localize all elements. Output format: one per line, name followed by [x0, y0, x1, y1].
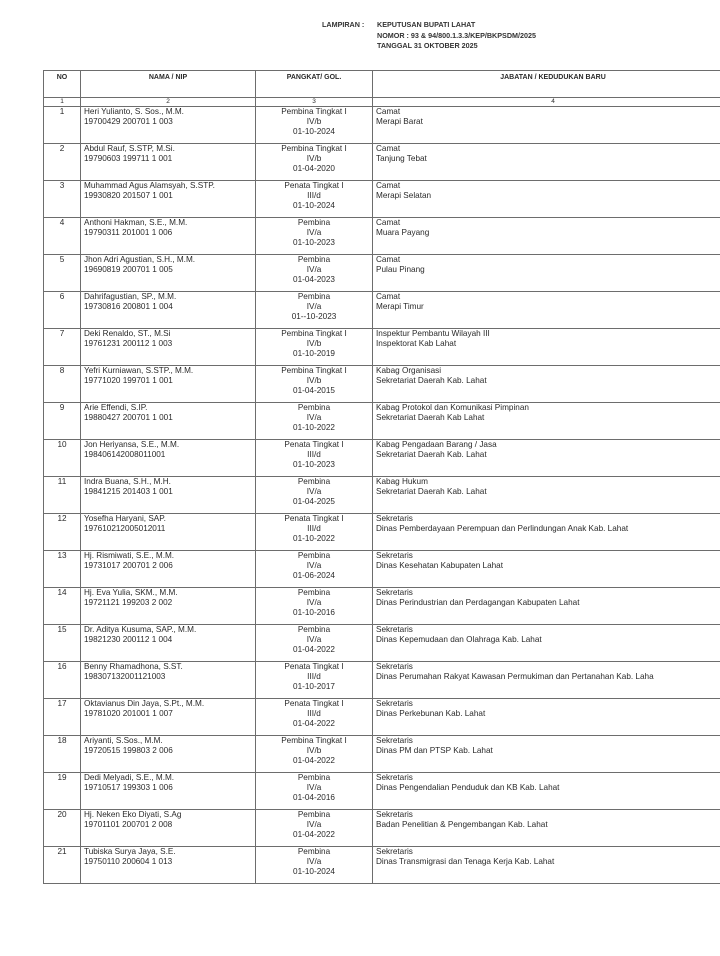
- rank-grade: IV/a: [306, 487, 322, 497]
- employee-nip: 19790311 201001 1 006: [84, 228, 173, 238]
- position-title: Kabag Organisasi: [376, 366, 442, 375]
- employee-cell: [81, 329, 256, 366]
- position-cell: [373, 255, 720, 292]
- rank-grade: IV/a: [306, 228, 322, 238]
- rank-grade: IV/b: [306, 117, 322, 127]
- employee-nip: 19771020 199701 1 001: [84, 376, 173, 386]
- employee-name: Dahrifagustian, SP., M.M.: [84, 292, 177, 301]
- rank-cell: [256, 292, 373, 329]
- rank-title: Pembina: [297, 292, 331, 301]
- rank-date: 01-06-2024: [293, 571, 335, 581]
- employee-name: Indra Buana, S.H., M.H.: [84, 477, 171, 486]
- employee-name: Heri Yulianto, S. Sos., M.M.: [84, 107, 184, 116]
- rank-date: 01-04-2022: [293, 756, 335, 766]
- rank-title: Pembina: [297, 625, 331, 634]
- column-index: 3: [256, 98, 373, 107]
- rank-cell: [256, 699, 373, 736]
- position-unit: Dinas PM dan PTSP Kab. Lahat: [376, 746, 493, 756]
- table-row: [44, 514, 720, 551]
- employee-cell: [81, 107, 256, 144]
- position-cell: [373, 181, 720, 218]
- row-number: 13: [44, 551, 81, 588]
- employee-cell: [81, 255, 256, 292]
- row-number: 18: [44, 736, 81, 773]
- row-number: 14: [44, 588, 81, 625]
- position-title: Kabag Protokol dan Komunikasi Pimpinan: [376, 403, 529, 412]
- employee-cell: [81, 181, 256, 218]
- rank-date: 01-10-2022: [293, 534, 335, 544]
- rank-date: 01-10-2022: [293, 423, 335, 433]
- rank-cell: [256, 477, 373, 514]
- employee-cell: [81, 514, 256, 551]
- table-row: [44, 847, 720, 884]
- rank-title: Pembina: [297, 847, 331, 856]
- employee-cell: [81, 662, 256, 699]
- position-cell: [373, 403, 720, 440]
- position-title: Sekretaris: [376, 625, 413, 634]
- document-header: [322, 20, 536, 52]
- table-row: [44, 736, 720, 773]
- position-unit: Dinas Pengendalian Penduduk dan KB Kab. Lahat: [376, 783, 560, 793]
- employee-name: Arie Effendi, S.IP.: [84, 403, 148, 412]
- header-decree-date: TANGGAL 31 OKTOBER 2025: [377, 41, 478, 50]
- rank-grade: IV/a: [306, 783, 322, 793]
- table-row: [44, 107, 720, 144]
- position-title: Camat: [376, 218, 401, 227]
- employee-name: Deki Renaldo, ST., M.Si: [84, 329, 171, 338]
- position-cell: [373, 810, 720, 847]
- rank-title: Pembina: [297, 588, 331, 597]
- employee-name: Yosefha Haryani, SAP.: [84, 514, 166, 523]
- position-cell: [373, 107, 720, 144]
- row-number: 20: [44, 810, 81, 847]
- rank-cell: [256, 514, 373, 551]
- header-label: LAMPIRAN :: [322, 20, 365, 29]
- rank-date: 01-04-2022: [293, 719, 335, 729]
- row-number: 16: [44, 662, 81, 699]
- rank-grade: III/d: [307, 450, 321, 460]
- rank-title: Pembina: [297, 810, 331, 819]
- table-row: [44, 144, 720, 181]
- employee-name: Tubiska Surya Jaya, S.E.: [84, 847, 176, 856]
- row-number: 19: [44, 773, 81, 810]
- table-row: [44, 329, 720, 366]
- employee-name: Abdul Rauf, S.STP, M.Si.: [84, 144, 175, 153]
- position-unit: Merapi Selatan: [376, 191, 432, 201]
- rank-title: Pembina Tingkat I: [281, 736, 347, 745]
- position-unit: Inspektorat Kab Lahat: [376, 339, 457, 349]
- employee-cell: [81, 440, 256, 477]
- rank-grade: IV/b: [306, 746, 322, 756]
- rank-title: Pembina: [297, 218, 331, 227]
- rank-grade: III/d: [307, 524, 321, 534]
- rank-cell: [256, 366, 373, 403]
- employee-nip: 19730816 200801 1 004: [84, 302, 173, 312]
- rank-cell: [256, 551, 373, 588]
- column-header-no: NO: [44, 71, 81, 98]
- position-unit: Tanjung Tebat: [376, 154, 427, 164]
- column-header-position: JABATAN / KEDUDUKAN BARU: [373, 71, 720, 98]
- position-title: Sekretaris: [376, 773, 413, 782]
- row-number: 10: [44, 440, 81, 477]
- position-unit: Dinas Kepemudaan dan Olahraga Kab. Lahat: [376, 635, 542, 645]
- rank-date: 01-04-2015: [293, 386, 335, 396]
- rank-title: Pembina: [297, 773, 331, 782]
- table-row: [44, 662, 720, 699]
- rank-cell: [256, 403, 373, 440]
- rank-date: 01-10-2024: [293, 867, 335, 877]
- rank-grade: III/d: [307, 672, 321, 682]
- position-title: Sekretaris: [376, 699, 413, 708]
- rank-cell: [256, 329, 373, 366]
- table-row: [44, 440, 720, 477]
- rank-date: 01-10-2024: [293, 127, 335, 137]
- row-number: 4: [44, 218, 81, 255]
- column-index: 1: [44, 98, 81, 107]
- row-number: 8: [44, 366, 81, 403]
- column-header-rank: PANGKAT/ GOL.: [256, 71, 373, 98]
- rank-grade: IV/a: [306, 820, 322, 830]
- rank-grade: III/d: [307, 191, 321, 201]
- position-title: Sekretaris: [376, 662, 413, 671]
- row-number: 9: [44, 403, 81, 440]
- rank-date: 01-04-2022: [293, 830, 335, 840]
- employee-nip: 19790603 199711 1 001: [84, 154, 173, 164]
- rank-title: Penata Tingkat I: [284, 181, 344, 190]
- row-number: 7: [44, 329, 81, 366]
- employee-name: Anthoni Hakman, S.E., M.M.: [84, 218, 188, 227]
- employee-nip: 19781020 201001 1 007: [84, 709, 173, 719]
- table-row: [44, 292, 720, 329]
- employee-cell: [81, 810, 256, 847]
- appointment-table: [43, 70, 720, 884]
- table-row: [44, 403, 720, 440]
- rank-date: 01-04-2020: [293, 164, 335, 174]
- position-cell: [373, 588, 720, 625]
- position-cell: [373, 292, 720, 329]
- rank-title: Penata Tingkat I: [284, 514, 344, 523]
- rank-cell: [256, 736, 373, 773]
- rank-grade: IV/b: [306, 376, 322, 386]
- position-title: Sekretaris: [376, 551, 413, 560]
- table-row: [44, 366, 720, 403]
- header-decree-number: NOMOR : 93 & 94/800.1.3.3/KEP/BKPSDM/2025: [377, 30, 536, 40]
- rank-date: 01-04-2022: [293, 645, 335, 655]
- position-cell: [373, 551, 720, 588]
- employee-nip: 19721121 199203 2 002: [84, 598, 173, 608]
- employee-name: Hj. Eva Yulia, SKM., M.M.: [84, 588, 178, 597]
- position-cell: [373, 514, 720, 551]
- rank-date: 01-10-2019: [293, 349, 335, 359]
- employee-nip: 198406142008011001: [84, 450, 166, 460]
- employee-nip: 19880427 200701 1 001: [84, 413, 173, 423]
- position-cell: [373, 477, 720, 514]
- employee-cell: [81, 588, 256, 625]
- rank-grade: IV/b: [306, 339, 322, 349]
- employee-name: Jhon Adri Agustian, S.H., M.M.: [84, 255, 196, 264]
- position-unit: Sekretariat Daerah Kab Lahat: [376, 413, 485, 423]
- employee-nip: 19930820 201507 1 001: [84, 191, 173, 201]
- position-title: Inspektur Pembantu Wilayah III: [376, 329, 490, 338]
- rank-cell: [256, 588, 373, 625]
- employee-nip: 19821230 200112 1 004: [84, 635, 173, 645]
- row-number: 15: [44, 625, 81, 662]
- rank-title: Penata Tingkat I: [284, 699, 344, 708]
- employee-nip: 19701101 200701 2 008: [84, 820, 173, 830]
- employee-cell: [81, 218, 256, 255]
- rank-grade: IV/a: [306, 413, 322, 423]
- employee-name: Dedi Melyadi, S.E., M.M.: [84, 773, 175, 782]
- row-number: 6: [44, 292, 81, 329]
- position-cell: [373, 366, 720, 403]
- rank-date: 01-10-2023: [293, 238, 335, 248]
- rank-date: 01-04-2023: [293, 275, 335, 285]
- position-title: Sekretaris: [376, 736, 413, 745]
- position-cell: [373, 440, 720, 477]
- employee-name: Oktavianus Din Jaya, S.Pt., M.M.: [84, 699, 205, 708]
- row-number: 3: [44, 181, 81, 218]
- employee-name: Jon Heriyansa, S.E., M.M.: [84, 440, 180, 449]
- employee-nip: 198307132001121003: [84, 672, 166, 682]
- rank-cell: [256, 144, 373, 181]
- rank-grade: IV/a: [306, 302, 322, 312]
- table-row: [44, 588, 720, 625]
- position-cell: [373, 736, 720, 773]
- rank-grade: IV/a: [306, 598, 322, 608]
- position-cell: [373, 773, 720, 810]
- position-title: Kabag Hukum: [376, 477, 428, 486]
- table-row: [44, 218, 720, 255]
- employee-nip: 19750110 200604 1 013: [84, 857, 173, 867]
- employee-name: Dr. Aditya Kusuma, SAP., M.M.: [84, 625, 197, 634]
- rank-grade: IV/a: [306, 857, 322, 867]
- rank-cell: [256, 107, 373, 144]
- rank-title: Penata Tingkat I: [284, 662, 344, 671]
- row-number: 2: [44, 144, 81, 181]
- table-body: [44, 107, 720, 884]
- employee-nip: 19700429 200701 1 003: [84, 117, 173, 127]
- table-row: [44, 181, 720, 218]
- position-unit: Dinas Pemberdayaan Perempuan dan Perlindungan Anak Kab. Lahat: [376, 524, 629, 534]
- table-row: [44, 625, 720, 662]
- employee-name: Hj. Rismiwati, S.E., M.M.: [84, 551, 175, 560]
- position-cell: [373, 847, 720, 884]
- rank-cell: [256, 847, 373, 884]
- position-cell: [373, 699, 720, 736]
- position-unit: Dinas Kesehatan Kabupaten Lahat: [376, 561, 504, 571]
- rank-date: 01--10-2023: [291, 312, 337, 322]
- employee-name: Yefri Kurniawan, S.STP., M.M.: [84, 366, 194, 375]
- rank-title: Pembina: [297, 477, 331, 486]
- employee-nip: 19710517 199303 1 006: [84, 783, 173, 793]
- employee-name: Ariyanti, S.Sos., M.M.: [84, 736, 163, 745]
- rank-title: Pembina Tingkat I: [281, 107, 347, 116]
- position-unit: Dinas Transmigrasi dan Tenaga Kerja Kab. Lahat: [376, 857, 555, 867]
- column-index: 2: [81, 98, 256, 107]
- table-row: [44, 551, 720, 588]
- position-title: Sekretaris: [376, 847, 413, 856]
- employee-cell: [81, 366, 256, 403]
- employee-name: Benny Rhamadhona, S.ST.: [84, 662, 183, 671]
- position-cell: [373, 662, 720, 699]
- rank-grade: III/d: [307, 709, 321, 719]
- rank-cell: [256, 181, 373, 218]
- rank-grade: IV/b: [306, 154, 322, 164]
- rank-cell: [256, 440, 373, 477]
- rank-grade: IV/a: [306, 635, 322, 645]
- row-number: 21: [44, 847, 81, 884]
- header-decree-title: KEPUTUSAN BUPATI LAHAT: [377, 20, 476, 29]
- position-unit: Pulau Pinang: [376, 265, 425, 275]
- position-title: Camat: [376, 144, 401, 153]
- rank-cell: [256, 255, 373, 292]
- row-number: 1: [44, 107, 81, 144]
- employee-cell: [81, 477, 256, 514]
- employee-name: Hj. Neken Eko Diyati, S.Ag: [84, 810, 182, 819]
- rank-grade: IV/a: [306, 265, 322, 275]
- rank-title: Pembina Tingkat I: [281, 329, 347, 338]
- position-title: Sekretaris: [376, 588, 413, 597]
- position-title: Sekretaris: [376, 514, 413, 523]
- rank-cell: [256, 773, 373, 810]
- position-unit: Sekretariat Daerah Kab. Lahat: [376, 450, 487, 460]
- employee-nip: 19731017 200701 2 006: [84, 561, 173, 571]
- position-unit: Muara Payang: [376, 228, 430, 238]
- rank-title: Pembina Tingkat I: [281, 366, 347, 375]
- rank-grade: IV/a: [306, 561, 322, 571]
- table-row: [44, 477, 720, 514]
- row-number: 17: [44, 699, 81, 736]
- position-title: Camat: [376, 181, 401, 190]
- position-cell: [373, 329, 720, 366]
- position-unit: Merapi Timur: [376, 302, 424, 312]
- rank-cell: [256, 218, 373, 255]
- row-number: 12: [44, 514, 81, 551]
- employee-cell: [81, 625, 256, 662]
- position-cell: [373, 218, 720, 255]
- position-unit: Merapi Barat: [376, 117, 423, 127]
- employee-cell: [81, 773, 256, 810]
- employee-cell: [81, 403, 256, 440]
- position-cell: [373, 144, 720, 181]
- rank-date: 01-10-2023: [293, 460, 335, 470]
- rank-date: 01-04-2025: [293, 497, 335, 507]
- employee-nip: 19690819 200701 1 005: [84, 265, 173, 275]
- employee-cell: [81, 551, 256, 588]
- employee-cell: [81, 699, 256, 736]
- position-cell: [373, 625, 720, 662]
- table-row: [44, 810, 720, 847]
- rank-cell: [256, 810, 373, 847]
- row-number: 11: [44, 477, 81, 514]
- position-title: Sekretaris: [376, 810, 413, 819]
- employee-cell: [81, 736, 256, 773]
- position-unit: Dinas Perkebunan Kab. Lahat: [376, 709, 486, 719]
- rank-date: 01-10-2016: [293, 608, 335, 618]
- rank-title: Pembina: [297, 551, 331, 560]
- position-title: Kabag Pengadaan Barang / Jasa: [376, 440, 497, 449]
- column-index: 4: [373, 98, 720, 107]
- employee-nip: 19841215 201403 1 001: [84, 487, 173, 497]
- employee-cell: [81, 847, 256, 884]
- position-unit: Sekretariat Daerah Kab. Lahat: [376, 487, 487, 497]
- table-row: [44, 255, 720, 292]
- employee-nip: 19761231 200112 1 003: [84, 339, 173, 349]
- position-unit: Badan Penelitian & Pengembangan Kab. Lahat: [376, 820, 548, 830]
- employee-cell: [81, 292, 256, 329]
- rank-cell: [256, 662, 373, 699]
- position-unit: Sekretariat Daerah Kab. Lahat: [376, 376, 487, 386]
- rank-title: Pembina: [297, 403, 331, 412]
- row-number: 5: [44, 255, 81, 292]
- column-header-name: NAMA / NIP: [81, 71, 256, 98]
- position-unit: Dinas Perindustrian dan Perdagangan Kabupaten Lahat: [376, 598, 580, 608]
- rank-date: 01-10-2017: [293, 682, 335, 692]
- rank-date: 01-10-2024: [293, 201, 335, 211]
- table-row: [44, 773, 720, 810]
- employee-name: Muhammad Agus Alamsyah, S.STP.: [84, 181, 215, 190]
- table-row: [44, 699, 720, 736]
- employee-cell: [81, 144, 256, 181]
- employee-nip: 19720515 199803 2 006: [84, 746, 173, 756]
- rank-date: 01-04-2016: [293, 793, 335, 803]
- position-title: Camat: [376, 292, 401, 301]
- rank-title: Pembina Tingkat I: [281, 144, 347, 153]
- rank-cell: [256, 625, 373, 662]
- rank-title: Penata Tingkat I: [284, 440, 344, 449]
- position-title: Camat: [376, 107, 401, 116]
- position-unit: Dinas Perumahan Rakyat Kawasan Permukiman dan Pertanahan Kab. Laha: [376, 672, 654, 682]
- position-title: Camat: [376, 255, 401, 264]
- employee-nip: 197610212005012011: [84, 524, 166, 534]
- rank-title: Pembina: [297, 255, 331, 264]
